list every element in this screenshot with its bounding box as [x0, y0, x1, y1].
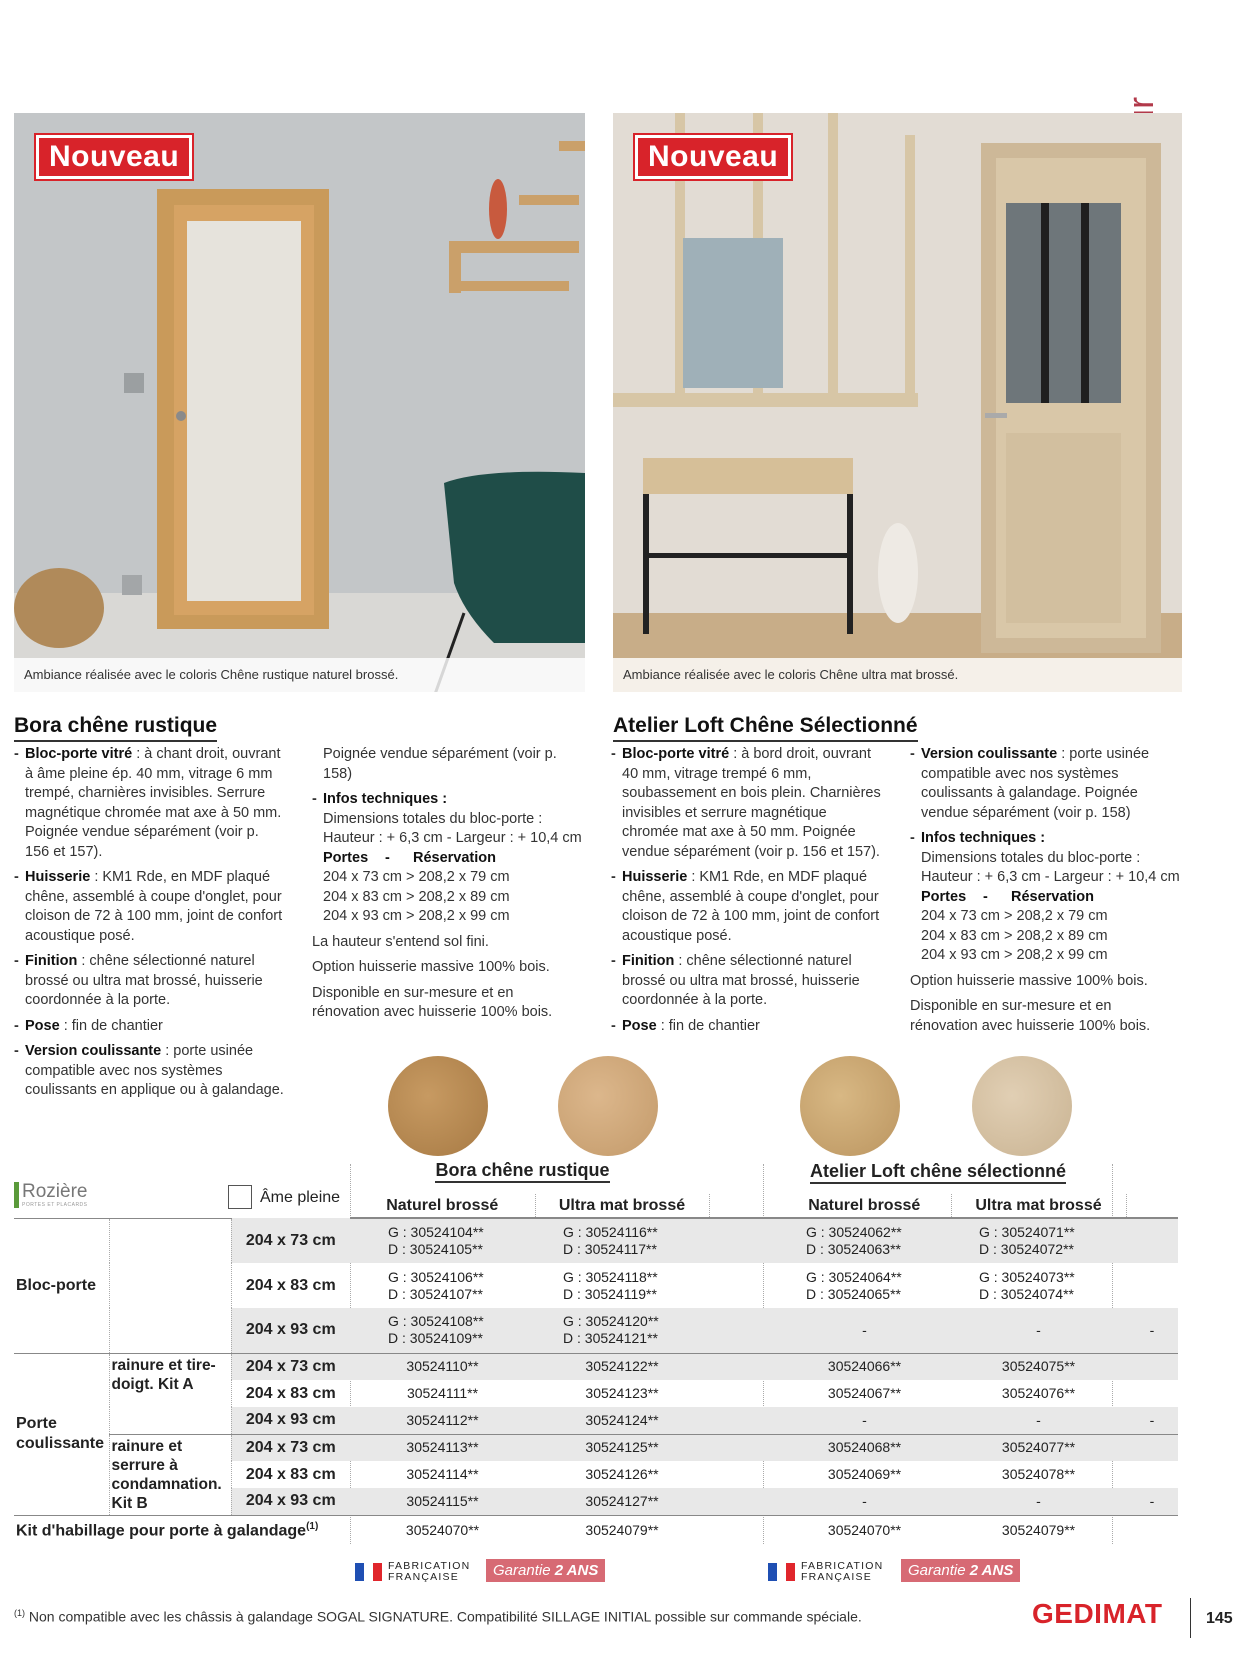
dimensions-line: Hauteur : + 6,3 cm - Largeur : + 10,4 cm	[921, 869, 1180, 885]
ref-cell: 30524111**	[406, 1385, 479, 1401]
french-flag-icon	[768, 1563, 795, 1581]
ref-cell: D : 30524121**	[563, 1330, 658, 1347]
ref-cell: G : 30524071**	[979, 1224, 1075, 1240]
size-line: 204 x 93 cm > 208,2 x 99 cm	[921, 947, 1108, 963]
size-header: Portes - Réservation	[323, 849, 497, 866]
size-line: 204 x 83 cm > 208,2 x 89 cm	[323, 888, 510, 905]
ref-cell: 30524122**	[585, 1358, 659, 1375]
logo-text: Rozière	[22, 1181, 88, 1202]
ref-cell: 30524079**	[1001, 1521, 1076, 1538]
photo-caption: Ambiance réalisée avec le coloris Chêne ultra mat brossé.	[613, 658, 1182, 692]
page-number: 145	[1206, 1610, 1233, 1627]
ref-cell: -	[951, 1488, 1126, 1515]
row-label: Bloc-porte	[14, 1218, 109, 1353]
feature-item: - Version coulissante : porte usinée compatible avec nos systèmes coulissants à galandage. Poignée vendue séparément (voir p. 158)	[910, 745, 1182, 823]
size-line: 204 x 93 cm > 208,2 x 99 cm	[323, 908, 510, 924]
kit-b-label: rainure et serrure à condamnation. Kit B	[109, 1434, 231, 1515]
ref-cell: D : 30524107**	[388, 1285, 483, 1302]
ref-cell: 30524075**	[1001, 1358, 1076, 1375]
ref-cell: D : 30524105**	[388, 1241, 483, 1257]
atelier-scene-image	[613, 113, 1182, 692]
size-header: Portes - Réservation	[921, 888, 1095, 905]
ref-cell: G : 30524064**	[806, 1268, 902, 1285]
kit-a-label: rainure et tire-doigt. Kit A	[109, 1353, 231, 1434]
ref-cell: 30524076**	[1001, 1385, 1076, 1401]
group-header-bora: Bora chêne rustique	[350, 1160, 695, 1181]
bora-scene-image	[14, 113, 585, 692]
ref-cell	[1126, 1353, 1178, 1380]
page-divider	[1190, 1598, 1191, 1638]
swatch-atelier-naturel	[800, 1056, 900, 1156]
ref-cell: 30524067**	[827, 1385, 902, 1401]
new-badge: Nouveau	[36, 135, 192, 179]
col-header: Naturel brossé	[350, 1194, 535, 1218]
footnote: $^{(1)}$ Non compatible avec les châssis à galandage SOGAL SIGNATURE. Compatibilité SILLAGE INITIAL possible sur commande spéciale.	[14, 1608, 862, 1625]
ref-cell: 30524123**	[585, 1385, 659, 1401]
atelier-photo	[613, 113, 1182, 692]
ref-cell: 30524068**	[827, 1439, 902, 1456]
ref-cell: -	[1126, 1488, 1178, 1515]
size-line: 204 x 83 cm > 208,2 x 89 cm	[921, 927, 1108, 944]
ref-cell: G : 30524118**	[563, 1268, 658, 1285]
size-cell: 204 x 93 cm	[231, 1488, 350, 1515]
table-row	[14, 1353, 1178, 1380]
bora-photo	[14, 113, 585, 692]
bora-title: Bora chêne rustique	[14, 714, 217, 742]
row-label: Porte coulissante	[14, 1353, 109, 1515]
spec-table	[14, 1194, 1178, 1545]
ref-cell: D : 30524063**	[806, 1241, 901, 1257]
size-cell: 204 x 93 cm	[231, 1407, 350, 1434]
ref-cell: -	[1126, 1308, 1178, 1353]
garantie-badge: Garantie 2 ANS	[901, 1559, 1020, 1582]
feature-item: - Bloc-porte vitré : à chant droit, ouvrant à âme pleine ép. 40 mm, vitrage 6 mm trempé, charnières invisibles. Serrure magnétique chromée mat axe à 50 mm. Poignée vendue séparément (voir p. 156 et 157).	[14, 745, 284, 862]
size-line: 204 x 73 cm > 208,2 x 79 cm	[921, 908, 1108, 924]
technical-info: - Infos techniques :	[312, 790, 582, 810]
handle-note: Poignée vendue séparément (voir p. 158)	[323, 746, 557, 782]
size-cell: 204 x 73 cm	[231, 1434, 350, 1461]
swatch-bora-ultra	[558, 1056, 658, 1156]
note: Disponible en sur-mesure et en rénovation avec huisserie 100% bois.	[910, 998, 1151, 1034]
ref-cell: -	[778, 1407, 951, 1434]
col-header: Ultra mat brossé	[535, 1194, 709, 1218]
ref-cell	[1126, 1434, 1178, 1461]
dimensions-line: Dimensions totales du bloc-porte :	[921, 849, 1141, 866]
bora-technical	[312, 745, 582, 1029]
size-line: 204 x 73 cm > 208,2 x 79 cm	[323, 869, 510, 885]
feature-item: - Pose : fin de chantier	[14, 1017, 284, 1037]
col-header: Ultra mat brossé	[951, 1194, 1126, 1218]
size-cell: 204 x 93 cm	[231, 1308, 350, 1353]
ref-cell: -	[778, 1488, 951, 1515]
size-cell: 204 x 83 cm	[231, 1263, 350, 1308]
ref-cell: D : 30524117**	[563, 1241, 657, 1257]
ref-cell: 30524112**	[350, 1407, 535, 1434]
swatch-bora-naturel	[388, 1056, 488, 1156]
bora-features	[14, 745, 284, 1107]
ref-cell: 30524126**	[585, 1466, 659, 1482]
ref-cell: -	[1126, 1407, 1178, 1434]
ref-cell	[1126, 1218, 1178, 1263]
ref-cell: D : 30524109**	[388, 1330, 483, 1347]
ref-cell: D : 30524119**	[563, 1285, 657, 1302]
size-cell: 204 x 73 cm	[231, 1218, 350, 1263]
atelier-technical	[910, 745, 1182, 1042]
technical-info: - Infos techniques :	[910, 829, 1182, 849]
feature-item: - Finition : chêne sélectionné naturel brossé ou ultra mat brossé, huisserie coordonnée à la porte.	[14, 952, 284, 1011]
table-row	[14, 1515, 1178, 1545]
ref-cell: 30524079**	[585, 1521, 659, 1538]
column-header-row	[14, 1194, 1178, 1218]
ref-cell: 30524066**	[827, 1358, 902, 1375]
french-flag-icon	[355, 1563, 382, 1581]
ref-cell: 30524078**	[1001, 1466, 1076, 1482]
ref-cell: D : 30524074**	[979, 1285, 1074, 1302]
ref-cell: 30524114**	[406, 1466, 479, 1482]
col-header: Naturel brossé	[778, 1194, 951, 1218]
ref-cell: -	[951, 1407, 1126, 1434]
photo-caption: Ambiance réalisée avec le coloris Chêne rustique naturel brossé.	[14, 658, 585, 692]
table-row	[14, 1218, 1178, 1263]
note: Option huisserie massive 100% bois.	[910, 972, 1148, 989]
feature-item: - Bloc-porte vitré : à bord droit, ouvrant 40 mm, vitrage trempé 6 mm, soubassement en bois plein. Charnières invisibles et serrure magnétique chromée mat axe à 50 mm. Poignée vendue séparément (voir p. 156 et 157).	[611, 745, 881, 862]
ref-cell: G : 30524116**	[563, 1224, 658, 1240]
ref-cell: G : 30524108**	[388, 1313, 484, 1330]
feature-item: - Pose : fin de chantier	[611, 1017, 881, 1037]
note: Option huisserie massive 100% bois.	[312, 959, 550, 975]
ref-cell	[1126, 1380, 1178, 1407]
swatch-atelier-ultra	[972, 1056, 1072, 1156]
note: La hauteur s'entend sol fini.	[312, 933, 489, 950]
row-label: Kit d'habillage pour porte à galandage$^{(1)}$	[16, 1520, 319, 1539]
ref-cell: 30524127**	[535, 1488, 709, 1515]
dimensions-line: Dimensions totales du bloc-porte :	[323, 810, 543, 827]
group-header-atelier: Atelier Loft chêne sélectionné	[763, 1161, 1113, 1182]
ref-cell: 30524115**	[350, 1488, 535, 1515]
ame-pleine-label: Âme pleine	[228, 1185, 340, 1209]
ref-cell: -	[951, 1308, 1126, 1353]
gedimat-logo: GEDIMAT	[1032, 1598, 1163, 1629]
ref-cell: 30524077**	[1001, 1439, 1076, 1456]
ref-cell: G : 30524106**	[388, 1268, 484, 1285]
ref-cell: G : 30524073**	[979, 1268, 1075, 1285]
ref-cell: G : 30524062**	[806, 1224, 902, 1240]
ref-cell	[1126, 1461, 1178, 1488]
ref-cell: 30524070**	[827, 1521, 902, 1538]
ref-cell: D : 30524072**	[979, 1241, 1074, 1257]
size-cell: 204 x 83 cm	[231, 1380, 350, 1407]
ref-cell: 30524125**	[585, 1439, 659, 1456]
fabrication-badge: FABRICATION FRANÇAISE	[768, 1561, 883, 1583]
ref-cell: 30524113**	[406, 1439, 479, 1456]
size-cell: 204 x 73 cm	[231, 1353, 350, 1380]
ref-cell: G : 30524104**	[388, 1224, 484, 1240]
ref-cell: -	[778, 1308, 951, 1353]
ref-cell	[1126, 1263, 1178, 1308]
feature-item: - Finition : chêne sélectionné naturel brossé ou ultra mat brossé, huisserie coordonnée à la porte.	[611, 952, 881, 1011]
logo-subtext: PORTES ET PLACARDS	[22, 1202, 88, 1208]
garantie-badge: Garantie 2 ANS	[486, 1559, 605, 1582]
feature-item: - Huisserie : KM1 Rde, en MDF plaqué chêne, assemblé à coupe d'onglet, pour cloison de 72 à 100 mm, joint de confort acoustique posé.	[611, 868, 881, 946]
ref-cell: G : 30524120**	[563, 1313, 659, 1330]
ref-cell: 30524069**	[827, 1466, 902, 1482]
atelier-features	[611, 745, 881, 1042]
feature-item: - Huisserie : KM1 Rde, en MDF plaqué chêne, assemblé à coupe d'onglet, pour cloison de 72 à 100 mm, joint de confort acoustique posé.	[14, 868, 284, 946]
ref-cell: D : 30524065**	[806, 1285, 901, 1302]
feature-item: - Version coulissante : porte usinée compatible avec nos systèmes coulissants en applique ou à galandage.	[14, 1042, 284, 1101]
ref-cell: 30524124**	[535, 1407, 709, 1434]
ref-cell: 30524110**	[406, 1358, 479, 1375]
dimensions-line: Hauteur : + 6,3 cm - Largeur : + 10,4 cm	[323, 830, 582, 846]
ref-cell: 30524070**	[405, 1521, 480, 1538]
table-row	[14, 1434, 1178, 1461]
note: Disponible en sur-mesure et en rénovation avec huisserie 100% bois.	[312, 984, 553, 1020]
atelier-title: Atelier Loft Chêne Sélectionné	[613, 714, 918, 742]
new-badge: Nouveau	[635, 135, 791, 179]
fabrication-badge: FABRICATION FRANÇAISE	[355, 1561, 470, 1583]
size-cell: 204 x 83 cm	[231, 1461, 350, 1488]
